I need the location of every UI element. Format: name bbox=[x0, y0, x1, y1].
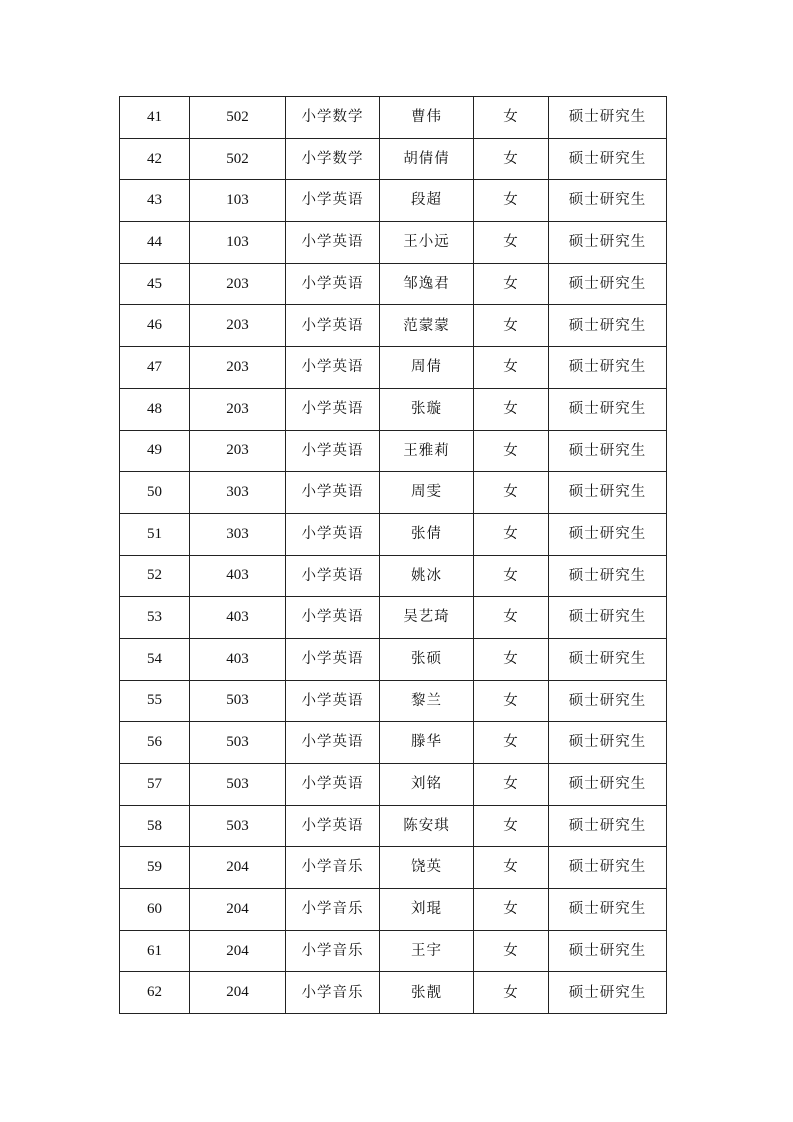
code-cell: 403 bbox=[190, 555, 286, 597]
table-row bbox=[120, 263, 667, 305]
table-row bbox=[120, 388, 667, 430]
code-cell: 204 bbox=[190, 889, 286, 931]
name-cell: 王宇 bbox=[380, 930, 474, 972]
subject-cell: 小学英语 bbox=[286, 638, 380, 680]
gender-cell: 女 bbox=[474, 764, 549, 806]
subject-cell: 小学英语 bbox=[286, 597, 380, 639]
education-cell: 硕士研究生 bbox=[549, 97, 667, 139]
index-cell: 53 bbox=[120, 597, 190, 639]
gender-cell: 女 bbox=[474, 347, 549, 389]
code-cell: 204 bbox=[190, 972, 286, 1014]
education-cell: 硕士研究生 bbox=[549, 180, 667, 222]
name-cell: 张靓 bbox=[380, 972, 474, 1014]
table-row bbox=[120, 430, 667, 472]
gender-cell: 女 bbox=[474, 805, 549, 847]
code-cell: 103 bbox=[190, 222, 286, 264]
code-cell: 503 bbox=[190, 805, 286, 847]
gender-cell: 女 bbox=[474, 388, 549, 430]
education-cell: 硕士研究生 bbox=[549, 764, 667, 806]
index-cell: 61 bbox=[120, 930, 190, 972]
subject-cell: 小学英语 bbox=[286, 513, 380, 555]
gender-cell: 女 bbox=[474, 930, 549, 972]
table-row bbox=[120, 222, 667, 264]
subject-cell: 小学英语 bbox=[286, 722, 380, 764]
name-cell: 张硕 bbox=[380, 638, 474, 680]
index-cell: 49 bbox=[120, 430, 190, 472]
name-cell: 胡倩倩 bbox=[380, 138, 474, 180]
gender-cell: 女 bbox=[474, 513, 549, 555]
subject-cell: 小学数学 bbox=[286, 138, 380, 180]
table-row bbox=[120, 138, 667, 180]
name-cell: 张倩 bbox=[380, 513, 474, 555]
education-cell: 硕士研究生 bbox=[549, 680, 667, 722]
table-row bbox=[120, 555, 667, 597]
code-cell: 303 bbox=[190, 513, 286, 555]
table-row bbox=[120, 972, 667, 1014]
subject-cell: 小学英语 bbox=[286, 764, 380, 806]
education-cell: 硕士研究生 bbox=[549, 889, 667, 931]
code-cell: 503 bbox=[190, 722, 286, 764]
code-cell: 503 bbox=[190, 764, 286, 806]
name-cell: 张璇 bbox=[380, 388, 474, 430]
education-cell: 硕士研究生 bbox=[549, 555, 667, 597]
name-cell: 姚冰 bbox=[380, 555, 474, 597]
gender-cell: 女 bbox=[474, 305, 549, 347]
table-row bbox=[120, 930, 667, 972]
index-cell: 57 bbox=[120, 764, 190, 806]
table-row bbox=[120, 638, 667, 680]
name-cell: 周倩 bbox=[380, 347, 474, 389]
education-cell: 硕士研究生 bbox=[549, 263, 667, 305]
subject-cell: 小学英语 bbox=[286, 347, 380, 389]
name-cell: 王小远 bbox=[380, 222, 474, 264]
name-cell: 邹逸君 bbox=[380, 263, 474, 305]
index-cell: 60 bbox=[120, 889, 190, 931]
name-cell: 饶英 bbox=[380, 847, 474, 889]
code-cell: 203 bbox=[190, 388, 286, 430]
index-cell: 58 bbox=[120, 805, 190, 847]
code-cell: 203 bbox=[190, 430, 286, 472]
education-cell: 硕士研究生 bbox=[549, 972, 667, 1014]
subject-cell: 小学英语 bbox=[286, 305, 380, 347]
name-cell: 刘铭 bbox=[380, 764, 474, 806]
gender-cell: 女 bbox=[474, 847, 549, 889]
subject-cell: 小学数学 bbox=[286, 97, 380, 139]
table-row bbox=[120, 305, 667, 347]
index-cell: 46 bbox=[120, 305, 190, 347]
gender-cell: 女 bbox=[474, 972, 549, 1014]
gender-cell: 女 bbox=[474, 180, 549, 222]
education-cell: 硕士研究生 bbox=[549, 430, 667, 472]
education-cell: 硕士研究生 bbox=[549, 305, 667, 347]
code-cell: 203 bbox=[190, 263, 286, 305]
table-row bbox=[120, 180, 667, 222]
table-row bbox=[120, 472, 667, 514]
gender-cell: 女 bbox=[474, 472, 549, 514]
name-cell: 吴艺琦 bbox=[380, 597, 474, 639]
subject-cell: 小学英语 bbox=[286, 472, 380, 514]
code-cell: 502 bbox=[190, 138, 286, 180]
index-cell: 51 bbox=[120, 513, 190, 555]
education-cell: 硕士研究生 bbox=[549, 930, 667, 972]
subject-cell: 小学英语 bbox=[286, 388, 380, 430]
table-row bbox=[120, 680, 667, 722]
subject-cell: 小学英语 bbox=[286, 805, 380, 847]
name-cell: 王雅莉 bbox=[380, 430, 474, 472]
education-cell: 硕士研究生 bbox=[549, 597, 667, 639]
subject-cell: 小学英语 bbox=[286, 680, 380, 722]
subject-cell: 小学英语 bbox=[286, 222, 380, 264]
code-cell: 103 bbox=[190, 180, 286, 222]
name-cell: 段超 bbox=[380, 180, 474, 222]
name-cell: 刘琨 bbox=[380, 889, 474, 931]
table-row bbox=[120, 597, 667, 639]
code-cell: 203 bbox=[190, 347, 286, 389]
education-cell: 硕士研究生 bbox=[549, 722, 667, 764]
code-cell: 204 bbox=[190, 847, 286, 889]
education-cell: 硕士研究生 bbox=[549, 472, 667, 514]
code-cell: 303 bbox=[190, 472, 286, 514]
education-cell: 硕士研究生 bbox=[549, 847, 667, 889]
gender-cell: 女 bbox=[474, 555, 549, 597]
index-cell: 42 bbox=[120, 138, 190, 180]
table-row bbox=[120, 97, 667, 139]
education-cell: 硕士研究生 bbox=[549, 222, 667, 264]
index-cell: 52 bbox=[120, 555, 190, 597]
index-cell: 44 bbox=[120, 222, 190, 264]
table-row bbox=[120, 513, 667, 555]
table-row bbox=[120, 805, 667, 847]
table-row bbox=[120, 722, 667, 764]
index-cell: 43 bbox=[120, 180, 190, 222]
education-cell: 硕士研究生 bbox=[549, 638, 667, 680]
code-cell: 403 bbox=[190, 597, 286, 639]
gender-cell: 女 bbox=[474, 222, 549, 264]
subject-cell: 小学英语 bbox=[286, 430, 380, 472]
index-cell: 56 bbox=[120, 722, 190, 764]
index-cell: 62 bbox=[120, 972, 190, 1014]
table-row bbox=[120, 347, 667, 389]
subject-cell: 小学音乐 bbox=[286, 972, 380, 1014]
gender-cell: 女 bbox=[474, 638, 549, 680]
education-cell: 硕士研究生 bbox=[549, 138, 667, 180]
subject-cell: 小学音乐 bbox=[286, 847, 380, 889]
index-cell: 45 bbox=[120, 263, 190, 305]
code-cell: 502 bbox=[190, 97, 286, 139]
subject-cell: 小学音乐 bbox=[286, 889, 380, 931]
name-cell: 曹伟 bbox=[380, 97, 474, 139]
education-cell: 硕士研究生 bbox=[549, 513, 667, 555]
name-cell: 陈安琪 bbox=[380, 805, 474, 847]
subject-cell: 小学英语 bbox=[286, 263, 380, 305]
gender-cell: 女 bbox=[474, 97, 549, 139]
education-cell: 硕士研究生 bbox=[549, 805, 667, 847]
name-cell: 滕华 bbox=[380, 722, 474, 764]
name-cell: 黎兰 bbox=[380, 680, 474, 722]
subject-cell: 小学英语 bbox=[286, 555, 380, 597]
index-cell: 54 bbox=[120, 638, 190, 680]
gender-cell: 女 bbox=[474, 597, 549, 639]
code-cell: 204 bbox=[190, 930, 286, 972]
name-cell: 周雯 bbox=[380, 472, 474, 514]
roster-table bbox=[119, 96, 667, 1014]
gender-cell: 女 bbox=[474, 722, 549, 764]
index-cell: 55 bbox=[120, 680, 190, 722]
index-cell: 47 bbox=[120, 347, 190, 389]
education-cell: 硕士研究生 bbox=[549, 347, 667, 389]
table-row bbox=[120, 847, 667, 889]
code-cell: 203 bbox=[190, 305, 286, 347]
subject-cell: 小学英语 bbox=[286, 180, 380, 222]
code-cell: 503 bbox=[190, 680, 286, 722]
index-cell: 50 bbox=[120, 472, 190, 514]
gender-cell: 女 bbox=[474, 430, 549, 472]
index-cell: 41 bbox=[120, 97, 190, 139]
roster-table-body bbox=[120, 97, 667, 1014]
gender-cell: 女 bbox=[474, 263, 549, 305]
subject-cell: 小学音乐 bbox=[286, 930, 380, 972]
gender-cell: 女 bbox=[474, 138, 549, 180]
education-cell: 硕士研究生 bbox=[549, 388, 667, 430]
code-cell: 403 bbox=[190, 638, 286, 680]
gender-cell: 女 bbox=[474, 680, 549, 722]
table-row bbox=[120, 889, 667, 931]
table-row bbox=[120, 764, 667, 806]
index-cell: 59 bbox=[120, 847, 190, 889]
name-cell: 范蒙蒙 bbox=[380, 305, 474, 347]
index-cell: 48 bbox=[120, 388, 190, 430]
gender-cell: 女 bbox=[474, 889, 549, 931]
